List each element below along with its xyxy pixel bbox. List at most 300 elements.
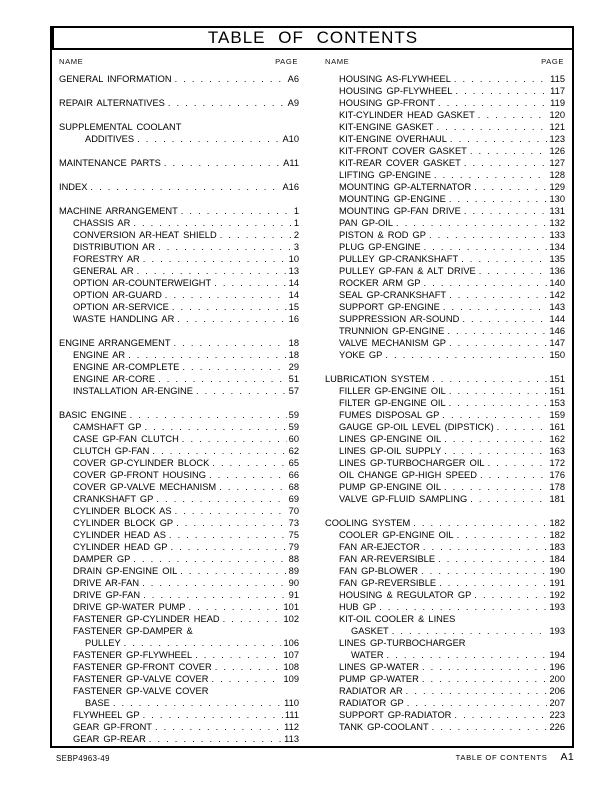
toc-entry-page: A16 xyxy=(282,182,299,192)
dot-leader xyxy=(474,589,547,601)
toc-entry-page: 206 xyxy=(549,686,565,696)
toc-entry xyxy=(325,577,565,589)
dot-leader xyxy=(396,217,547,229)
column-header-right xyxy=(325,53,565,73)
toc-entry xyxy=(325,445,565,457)
dot-leader xyxy=(444,481,547,493)
toc-entry-page: 109 xyxy=(283,674,299,684)
dot-leader xyxy=(196,385,287,397)
dot-leader xyxy=(195,649,281,661)
toc-entry-title: LINES GP-OIL SUPPLY xyxy=(339,446,442,456)
toc-entry-page: A10 xyxy=(282,134,299,144)
dot-leader xyxy=(158,373,287,385)
toc-entry-page: 69 xyxy=(288,494,299,504)
toc-entry-title: FORESTRY AR xyxy=(73,254,140,264)
dot-leader xyxy=(479,265,548,277)
toc-entry-page: 135 xyxy=(549,254,565,264)
toc-entry-page: 75 xyxy=(288,530,299,540)
toc-entry-page: 150 xyxy=(549,350,565,360)
dot-leader xyxy=(457,529,548,541)
dot-leader xyxy=(462,313,547,325)
toc-entry-page: 127 xyxy=(549,158,565,168)
toc-entry-title: SUPPORT GP-RADIATOR xyxy=(339,710,452,720)
dot-leader xyxy=(488,457,548,469)
toc-entry-title: OPTION AR-SERVICE xyxy=(73,302,169,312)
toc-entry-page: 133 xyxy=(549,230,565,240)
toc-entry-title: WATER xyxy=(351,650,384,660)
toc-entry-page: 131 xyxy=(549,206,565,216)
toc-entry xyxy=(59,121,299,133)
toc-entry-page: 191 xyxy=(549,578,565,588)
toc-entry xyxy=(325,109,565,121)
toc-entry-page: 196 xyxy=(549,662,565,672)
toc-entry xyxy=(59,313,299,325)
toc-entry xyxy=(325,529,565,541)
toc-entry xyxy=(59,133,299,145)
toc-entry xyxy=(325,289,565,301)
toc-entry-title: KIT-CYLINDER HEAD GASKET xyxy=(339,110,475,120)
toc-entry-title: ENGINE AR-COMPLETE xyxy=(73,362,180,372)
toc-entry xyxy=(325,157,565,169)
toc-entry xyxy=(59,577,299,589)
dot-leader xyxy=(209,469,287,481)
toc-entry-title: HOUSING GP-FRONT xyxy=(339,98,436,108)
toc-entry xyxy=(59,277,299,289)
toc-entry xyxy=(59,625,299,637)
toc-entry-page: 14 xyxy=(288,290,299,300)
dot-leader xyxy=(164,157,281,169)
toc-entry xyxy=(59,253,299,265)
toc-entry-page: 18 xyxy=(288,350,299,360)
toc-entry-title: CASE GP-FAN CLUTCH xyxy=(73,434,179,444)
toc-entry-title: KIT-REAR COVER GASKET xyxy=(339,158,461,168)
toc-entry xyxy=(325,313,565,325)
dot-leader xyxy=(130,409,287,421)
dot-leader xyxy=(175,505,287,517)
dot-leader xyxy=(424,277,548,289)
toc-entry-page: 143 xyxy=(549,302,565,312)
toc-entry-title: YOKE GP xyxy=(339,350,383,360)
toc-entry-title: FAN AR-EJECTOR xyxy=(339,542,420,552)
toc-entry xyxy=(59,289,299,301)
toc-entry xyxy=(59,373,299,385)
toc-entry-title: FLYWHEEL GP xyxy=(73,710,140,720)
toc-entry xyxy=(325,565,565,577)
dot-leader xyxy=(142,577,287,589)
toc-entry xyxy=(59,553,299,565)
toc-entry xyxy=(325,301,565,313)
toc-entry xyxy=(59,301,299,313)
dot-leader xyxy=(158,241,292,253)
toc-entry-title: WASTE HANDLING AR xyxy=(73,314,175,324)
toc-entry xyxy=(325,409,565,421)
dot-leader xyxy=(464,157,548,169)
toc-entry xyxy=(59,181,299,193)
toc-entry xyxy=(325,85,565,97)
toc-entry-page: 2 xyxy=(293,230,299,240)
toc-entry-title: CYLINDER HEAD GP xyxy=(73,542,168,552)
toc-entry-title: TRUNNION GP-ENGINE xyxy=(339,326,445,336)
dot-leader xyxy=(385,349,547,361)
toc-entry-page: A11 xyxy=(283,158,299,168)
toc-entry-title: FUMES DISPOSAL GP xyxy=(339,410,440,420)
toc-blank-line xyxy=(59,109,299,121)
toc-entry-page: 79 xyxy=(288,542,299,552)
toc-entry-title: HOUSING GP-FLYWHEEL xyxy=(339,86,453,96)
toc-entry xyxy=(325,625,565,637)
toc-entry xyxy=(325,421,565,433)
toc-entry-page: 123 xyxy=(549,134,565,144)
toc-entry-page: 132 xyxy=(549,218,565,228)
dot-leader xyxy=(143,589,287,601)
dot-leader xyxy=(182,433,287,445)
toc-entry-page: 101 xyxy=(283,602,299,612)
toc-entry xyxy=(59,673,299,685)
dot-leader xyxy=(447,325,547,337)
dot-leader xyxy=(137,133,280,145)
toc-entry-title: FILTER GP-ENGINE OIL xyxy=(339,398,446,408)
dot-leader xyxy=(215,661,282,673)
toc-entry xyxy=(325,469,565,481)
toc-entry-title: PUMP GP-WATER xyxy=(339,674,419,684)
toc-entry xyxy=(59,565,299,577)
toc-entry-page: 181 xyxy=(549,494,565,504)
toc-entry-page: 146 xyxy=(549,326,565,336)
dot-leader xyxy=(133,217,292,229)
toc-entry xyxy=(325,493,565,505)
toc-entry-title: ROCKER ARM GP xyxy=(339,278,421,288)
toc-entry-page: 128 xyxy=(549,170,565,180)
toc-entry-page: 121 xyxy=(549,122,565,132)
toc-entry-page: 194 xyxy=(549,650,565,660)
toc-entry-title: OPTION AR-COUNTERWEIGHT xyxy=(73,278,212,288)
column-header-page: PAGE xyxy=(541,57,564,66)
toc-entry-title: FASTENER GP-FLYWHEEL xyxy=(73,650,193,660)
toc-entry-title: CONVERSION AR-HEAT SHIELD xyxy=(73,230,217,240)
toc-entry-title: DRIVE AR-FAN xyxy=(73,578,140,588)
toc-entry xyxy=(59,241,299,253)
footer-section-label: TABLE OF CONTENTS xyxy=(455,753,548,762)
dot-leader xyxy=(449,193,548,205)
toc-entry-page: 102 xyxy=(283,614,299,624)
toc-entry xyxy=(59,637,299,649)
toc-blank-line xyxy=(59,85,299,97)
dot-leader xyxy=(143,709,283,721)
dot-leader xyxy=(155,721,282,733)
dot-leader xyxy=(450,133,548,145)
dot-leader xyxy=(219,481,286,493)
toc-entry xyxy=(59,493,299,505)
dot-leader xyxy=(90,181,280,193)
footer-page-number: A1 xyxy=(560,751,574,763)
dot-leader xyxy=(189,601,282,613)
toc-entry-title: FASTENER GP-FRONT COVER xyxy=(73,662,212,672)
toc-entry xyxy=(325,661,565,673)
toc-entry-title: CAMSHAFT GP xyxy=(73,422,142,432)
dot-leader xyxy=(214,277,286,289)
toc-entry-page: 1 xyxy=(293,218,299,228)
toc-entry-title: MOUNTING GP-FAN DRIVE xyxy=(339,206,461,216)
toc-entry-title: COOLING SYSTEM xyxy=(325,518,411,528)
toc-entry-title: SUPPORT GP-ENGINE xyxy=(339,302,440,312)
toc-entry-page: 108 xyxy=(283,662,299,672)
dot-leader xyxy=(454,73,548,85)
toc-entry-page: A9 xyxy=(287,98,299,108)
toc-entry-title: INDEX xyxy=(59,182,88,192)
dot-leader xyxy=(438,97,548,109)
toc-entry-title: TANK GP-COOLANT xyxy=(339,722,429,732)
toc-entry-title: CYLINDER BLOCK AS xyxy=(73,506,172,516)
dot-leader xyxy=(124,637,282,649)
toc-entry-page: 182 xyxy=(549,530,565,540)
toc-entry-page: 60 xyxy=(288,434,299,444)
toc-entry-page: 51 xyxy=(288,374,299,384)
dot-leader xyxy=(421,565,547,577)
footer-right xyxy=(456,751,574,763)
toc-entry-page: 120 xyxy=(549,110,565,120)
toc-entry-title: OPTION AR-GUARD xyxy=(73,290,162,300)
dot-leader xyxy=(113,697,282,709)
dot-leader xyxy=(149,733,282,745)
dot-leader xyxy=(437,121,548,133)
toc-entry-page: 13 xyxy=(288,266,299,276)
dot-leader xyxy=(144,421,286,433)
toc-entry-title: HOUSING & REGULATOR GP xyxy=(339,590,472,600)
toc-entry xyxy=(325,121,565,133)
dot-leader xyxy=(444,445,547,457)
toc-entry xyxy=(325,385,565,397)
toc-entry-page: 70 xyxy=(288,506,299,516)
dot-leader xyxy=(461,253,547,265)
toc-entry-page: 57 xyxy=(288,386,299,396)
toc-entry-page: 178 xyxy=(549,482,565,492)
toc-entry xyxy=(59,73,299,85)
toc-entry-title: COVER GP-FRONT HOUSING xyxy=(73,470,206,480)
dot-leader xyxy=(443,301,548,313)
toc-entry xyxy=(59,337,299,349)
toc-entry-page: 3 xyxy=(293,242,299,252)
dot-leader xyxy=(422,661,547,673)
dot-leader xyxy=(480,469,548,481)
toc-entry xyxy=(325,709,565,721)
toc-entry-title: GAUGE GP-OIL LEVEL (DIPSTICK) xyxy=(339,422,494,432)
toc-entry-title: RADIATOR GP xyxy=(339,698,404,708)
toc-entry-title: DRAIN GP-ENGINE OIL xyxy=(73,566,178,576)
toc-entry xyxy=(59,685,299,697)
toc-entry-title: ENGINE AR-CORE xyxy=(73,374,156,384)
dot-leader xyxy=(438,553,547,565)
toc-entry xyxy=(325,145,565,157)
dot-leader xyxy=(449,385,548,397)
toc-column-left xyxy=(59,53,299,745)
toc-entry xyxy=(59,445,299,457)
column-header-page: PAGE xyxy=(275,57,298,66)
dot-leader xyxy=(169,529,287,541)
toc-entry-page: 140 xyxy=(549,278,565,288)
dot-leader xyxy=(133,553,286,565)
dot-leader xyxy=(423,541,548,553)
column-header-name: NAME xyxy=(59,57,84,66)
toc-entry-title: COOLER GP-ENGINE OIL xyxy=(339,530,454,540)
toc-entry-page: 190 xyxy=(549,566,565,576)
toc-entry-title: LINES GP-TURBOCHARGER OIL xyxy=(339,458,485,468)
toc-entry xyxy=(325,217,565,229)
toc-entry-title: ENGINE AR xyxy=(73,350,126,360)
toc-entry xyxy=(59,589,299,601)
toc-entry-page: 90 xyxy=(288,578,299,588)
toc-entry xyxy=(325,721,565,733)
toc-blank-line xyxy=(59,169,299,181)
dot-leader xyxy=(128,349,287,361)
toc-entry xyxy=(325,253,565,265)
toc-entry xyxy=(325,697,565,709)
dot-leader xyxy=(432,721,548,733)
toc-entry-page: 134 xyxy=(549,242,565,252)
toc-entry-page: 184 xyxy=(549,554,565,564)
toc-entry-page: 59 xyxy=(288,410,299,420)
toc-entry-page: 226 xyxy=(549,722,565,732)
toc-entry-title: KIT-ENGINE GASKET xyxy=(339,122,434,132)
toc-entry-page: 66 xyxy=(288,470,299,480)
toc-entry-title: FAN GP-REVERSIBLE xyxy=(339,578,437,588)
toc-entry-title: FASTENER GP-DAMPER & xyxy=(73,626,193,636)
toc-entry xyxy=(59,649,299,661)
toc-entry-title: GENERAL AR xyxy=(73,266,134,276)
toc-entry-page: 162 xyxy=(549,434,565,444)
dot-leader xyxy=(152,445,286,457)
toc-entry-title: REPAIR ALTERNATIVES xyxy=(59,98,165,108)
dot-leader xyxy=(434,169,548,181)
toc-entry-title: KIT-ENGINE OVERHAUL xyxy=(339,134,447,144)
toc-entry-page: 15 xyxy=(288,302,299,312)
toc-blank-line xyxy=(59,325,299,337)
toc-entry xyxy=(59,349,299,361)
dot-leader xyxy=(156,493,286,505)
toc-entry-title: LIFTING GP-ENGINE xyxy=(339,170,431,180)
toc-entry-title: INSTALLATION AR-ENGINE xyxy=(73,386,193,396)
toc-entry-page: 117 xyxy=(550,86,565,96)
toc-entry-page: 88 xyxy=(288,554,299,564)
dot-leader xyxy=(182,361,286,373)
toc-entry xyxy=(325,337,565,349)
toc-entry-title: COVER GP-CYLINDER BLOCK xyxy=(73,458,210,468)
toc-entry-page: 106 xyxy=(283,638,299,648)
toc-entry-page: 68 xyxy=(288,482,299,492)
toc-list-right xyxy=(325,73,565,733)
toc-entry-page: 89 xyxy=(288,566,299,576)
toc-entry-page: 62 xyxy=(288,446,299,456)
toc-entry xyxy=(325,133,565,145)
toc-entry xyxy=(325,481,565,493)
dot-leader xyxy=(223,613,282,625)
page-title: TABLE OF CONTENTS xyxy=(52,28,572,50)
toc-entry-title: FILLER GP-ENGINE OIL xyxy=(339,386,446,396)
toc-entry-page: 91 xyxy=(288,590,299,600)
dot-leader xyxy=(387,649,548,661)
toc-entry-page: 16 xyxy=(288,314,299,324)
toc-entry-title: BASIC ENGINE xyxy=(59,410,127,420)
toc-entry xyxy=(325,265,565,277)
dot-leader xyxy=(422,673,548,685)
toc-entry xyxy=(325,397,565,409)
toc-blank-line xyxy=(325,505,565,517)
toc-entry-title: OIL CHANGE GP-HIGH SPEED xyxy=(339,470,477,480)
toc-entry xyxy=(325,541,565,553)
toc-entry-page: 126 xyxy=(549,146,565,156)
toc-entry xyxy=(325,181,565,193)
toc-entry xyxy=(59,385,299,397)
toc-entry-page: 112 xyxy=(284,722,299,732)
dot-leader xyxy=(170,541,286,553)
dot-leader xyxy=(474,181,547,193)
dot-leader xyxy=(470,145,548,157)
toc-entry-title: FAN AR-REVERSIBLE xyxy=(339,554,436,564)
toc-entry xyxy=(59,265,299,277)
toc-entry-page: 151 xyxy=(549,386,565,396)
toc-entry xyxy=(325,553,565,565)
toc-entry xyxy=(325,241,565,253)
toc-entry-page: 65 xyxy=(288,458,299,468)
toc-entry xyxy=(59,229,299,241)
toc-entry-title: HOUSING AS-FLYWHEEL xyxy=(339,74,451,84)
toc-entry xyxy=(59,157,299,169)
toc-entry-page: 29 xyxy=(288,362,299,372)
toc-entry-title: CRANKSHAFT GP xyxy=(73,494,154,504)
dot-leader xyxy=(449,289,547,301)
toc-entry-page: 18 xyxy=(288,338,299,348)
toc-entry xyxy=(59,217,299,229)
toc-entry xyxy=(325,373,565,385)
toc-entry xyxy=(59,697,299,709)
toc-entry-page: 119 xyxy=(550,98,565,108)
toc-entry-title: HUB GP xyxy=(339,602,377,612)
toc-blank-line xyxy=(325,361,565,373)
dot-leader xyxy=(464,205,548,217)
toc-entry-page: 207 xyxy=(549,698,565,708)
dot-leader xyxy=(424,241,548,253)
dot-leader xyxy=(180,565,286,577)
toc-entry xyxy=(325,649,565,661)
dot-leader xyxy=(143,253,287,265)
toc-entry-title: CYLINDER BLOCK GP xyxy=(73,518,174,528)
toc-entry-page: 115 xyxy=(550,74,565,84)
toc-entry-title: MAINTENANCE PARTS xyxy=(59,158,161,168)
toc-entry-title: PULLEY GP-CRANKSHAFT xyxy=(339,254,459,264)
toc-entry-page: 151 xyxy=(549,374,565,384)
dot-leader xyxy=(137,265,287,277)
column-header-left xyxy=(59,53,299,73)
toc-entry-title: CYLINDER HEAD AS xyxy=(73,530,166,540)
toc-entry xyxy=(59,421,299,433)
dot-leader xyxy=(429,229,548,241)
toc-blank-line xyxy=(59,397,299,409)
toc-entry-title: PLUG GP-ENGINE xyxy=(339,242,421,252)
dot-leader xyxy=(165,289,287,301)
toc-entry xyxy=(325,457,565,469)
toc-entry-page: 107 xyxy=(283,650,299,660)
toc-entry-title: LINES GP-TURBOCHARGER xyxy=(339,638,466,648)
toc-entry-title: RADIATOR AR xyxy=(339,686,403,696)
toc-entry-title: VALVE GP-FLUID SAMPLING xyxy=(339,494,468,504)
toc-entry-title: GASKET xyxy=(351,626,389,636)
toc-entry xyxy=(325,637,565,649)
dot-leader xyxy=(176,517,287,529)
toc-entry xyxy=(325,589,565,601)
dot-leader xyxy=(168,97,286,109)
toc-entry xyxy=(59,541,299,553)
toc-entry-title: FASTENER GP-VALVE COVER xyxy=(73,686,209,696)
toc-entry-page: 182 xyxy=(549,518,565,528)
